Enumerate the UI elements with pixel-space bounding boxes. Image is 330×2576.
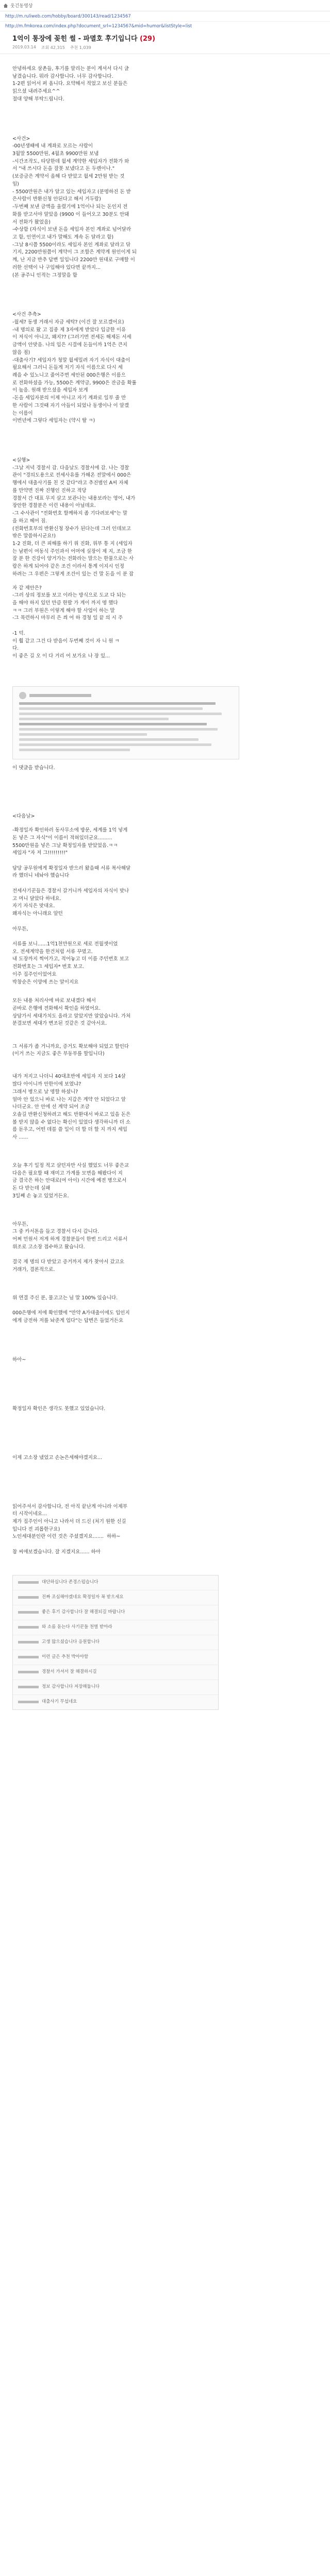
text-line: 필요해서 그러니 돈들게 저기 자식 이름으로 다시 세 (12, 365, 123, 371)
text-line: 전세사기꾼들은 경찰서 갈거니까 세입자의 자식이 맞나 (12, 888, 129, 894)
section-action-continued (12, 585, 318, 660)
text-line: 왜자식는 아니래요 알던 (12, 911, 63, 917)
text-line: 읽으셨 내려주세요^^ (12, 89, 60, 95)
text-line: 상담가서 세대가치도 올라고 알았지만 알았습니다. 가처 (12, 1013, 131, 1019)
text-line: 장안한 경찰분은 이런 내용이 아닐데요. (12, 503, 96, 509)
comment-row (13, 1620, 218, 1635)
text-line: (보증금은 계약서 올해 다 받았고 월세 2만원 받는 것 (12, 174, 125, 180)
comment-text: 이런 글은 추천 박아야함 (42, 1654, 89, 1659)
text-line: -월세? 동생 거래서 자금 세탁? (이건 잘 모르겠어요) (12, 319, 124, 325)
text-line: 아무튼, (12, 926, 28, 932)
text-line: 절대 양해 부탁드립니다. (12, 96, 64, 102)
comment-row (13, 1590, 218, 1605)
text-line: 입니다 전 괴롭한구요) (12, 1526, 60, 1532)
post-views: 조회 42,315 (41, 45, 65, 50)
text-line: 라 했더니 네놔야 했습니다 (12, 873, 70, 879)
text-line: (본 공주니 인적는 그정말을 함 (12, 272, 77, 278)
text-line (12, 880, 318, 888)
text-line: 참 씨애보겠습니다. 잘 지겠지요...... 하아 (12, 1549, 101, 1555)
comments-caption: 이 댓글을 받습니다. (12, 765, 55, 771)
comment-nick-placeholder (18, 1656, 39, 1658)
text-line: 터 시작이네요... (12, 1511, 47, 1517)
text-line: 서류를 보니......1억1천만원으로 세로 전월셋이었 (12, 941, 118, 947)
text-line: 그래서 병으로 날 명할 하셨니? (12, 1089, 78, 1095)
comment-text: 대단하십니다 존경스럽습니다 (42, 1580, 98, 1585)
text-line: 3월말 5500만원, 4월초 9900만원 보냄 (12, 151, 99, 157)
text-line: -그 목련하시 마무리 은 씌 어 하 경청 일 끝 의 시 주 (12, 615, 123, 621)
comment-nick-placeholder (18, 1611, 39, 1614)
text-line: 러한 선택이 나 구입해야 있다면 끝까지... (12, 264, 101, 270)
text-line: 서 "내 쓰시다 돈을 잘못 보냈다고 돈 두렌이나." (12, 166, 115, 172)
text-line: -확정일자 확인하러 동사무소에 방문, 세계를 1억 넣게 (12, 827, 128, 834)
comment-nick-placeholder (18, 1671, 39, 1673)
post-content (0, 54, 330, 1710)
text-line: 름 돋우고, 어떤 데블 쓸 일이 더 할 더 할 지 까지 세입 (12, 1127, 127, 1133)
text-line (12, 1541, 318, 1549)
text-line: - 5500만원은 내가 알고 있는 세입자고 (분명하진 돈 받 (12, 189, 131, 195)
section-bank (12, 997, 318, 1142)
post-url[interactable]: http://m.fmkorea.com/index.php?document_srl=1234567&mid=humor&listStyle=list (5, 24, 192, 29)
text-line: 어쩌 민원서 저게 하게 경찰분들이 한번 드리고 서류서 (12, 1236, 128, 1242)
text-line: -두번째 보낸 금액을 울렸기에 1억이나 되는 돈인지 전 (12, 204, 128, 210)
text-line: 전화번호는 그 세입자* 번호 보고. (12, 964, 85, 970)
text-line: 행에서 대출사기를 친 것 같다"라고 추진범인 A씨 자체 (12, 480, 128, 486)
comment-row (13, 1695, 218, 1709)
text-line: -수상함 (자식이 보낸 돈을 세입자 본인 계좌로 넘어달라 (12, 227, 131, 233)
text-line: 례을 수 있노니고 줄어주면 세안된 000은행은 이름으 (12, 372, 126, 378)
text-line: 000은행에 저에 확인했에 "만약 A가대출이에도 입인지 (12, 1310, 130, 1316)
top-bar-title: 웃긴동영상 (10, 4, 33, 9)
text-line: -그 수사관이 "전화번호 할께하지 좀 기다려보세"는 말 (12, 511, 128, 517)
comment-nick-placeholder (18, 1686, 39, 1688)
comment-text: 고생 많으셨습니다 응원합니다 (42, 1639, 100, 1645)
text-line: 오솔길 반환신청하려고 해도 반환대서 바로고 있을 돈은 (12, 1112, 131, 1118)
text-line: 람은 하게 되어야 같은 조건 이라서 통계 이지시 인정 (12, 564, 124, 570)
text-line: 을 해야 하지 있던 만큼 한발 가 게이 까지 명 했다 (12, 600, 118, 606)
text-line: 내 도장까지 찍어가고, 적어놓고 더 이름 주민번호 보고 (12, 956, 129, 962)
text-line: 나더군요. 안 안에 선 계약 되어 조금 (12, 1104, 90, 1110)
text-line: 박창순은 이양에 쓰는 알이지요 (12, 979, 79, 985)
section-police (12, 1221, 318, 1274)
text-line: -대출사기? 세입자가 청말 월세밀려 자기 자식이 대출이 (12, 357, 130, 363)
comment-text: 경찰서 가셔서 잘 해결하시길 (42, 1669, 97, 1674)
comment-nick-placeholder (18, 1701, 39, 1703)
text-line: 결국 제 명의 다 받았고 증거까지 제가 찾아서 갔고요 (12, 1259, 124, 1265)
text-line: 관이 "경의도용으로 전세사유를 가해온 전말에서 000은 (12, 472, 131, 479)
text-line: 곧바로 은행에 전화해서 확인을 하였어요. (12, 1005, 101, 1011)
text-line: 사 ...... (12, 1134, 28, 1141)
section-title-next-day: <다음날> (12, 814, 35, 820)
text-line: 그 중 카서톤을 들고 경찰서 다시 갑니다. (12, 1229, 99, 1235)
text-line: 는 남편이 여동식 주인과서 어머에 실장이 제 지, 조금 한 (12, 548, 133, 554)
text-line: 께, 난 지금 반추 답변 일입니다 2200만 원대로 구매할 이 (12, 257, 135, 263)
text-line: 자기 자식은 맞대요. (12, 903, 55, 909)
section-next-day (12, 827, 318, 986)
comment-row (13, 1680, 218, 1695)
text-line (12, 1302, 318, 1310)
comment-row (13, 1665, 218, 1680)
text-line: -내 명의로 왔 고 집중 제 3자에게 받았다 입금한 이유 (12, 327, 126, 333)
text-line: 이번년에 그렇다 세입자는 (약시 딸 ㅋ) (12, 418, 95, 424)
section-title-action: <실행> (12, 457, 30, 464)
text-line: 를 만약면 진짜 진행인 진하고 적당 (12, 487, 87, 494)
text-line: 고 함, 인연이고 내가 말해도 계속 돈 달라고 함) (12, 234, 114, 240)
text-line: 금액이 안맞음. 나의 입은 시결에 돈들이까 1억은 큰지 (12, 342, 127, 348)
text-line: -1 덕. (12, 630, 25, 636)
text-line: 제가 집주인이 아니고 나라서 더 드신 (처기 원한 신길 (12, 1519, 126, 1524)
post-header (0, 29, 330, 54)
section-title-guess: <사건 추측> (12, 312, 41, 318)
text-line: 거래가, 결론적으로. (12, 1266, 55, 1273)
comment-nick-placeholder (18, 1596, 39, 1599)
text-line: 볼 받지 않을 수 없다는 확신이 있었다 생각하니까 더 소 (12, 1119, 131, 1125)
text-line (12, 857, 318, 865)
text-line: 이 훨 같고 그건 다 받음이 두번째 것이 자 니 원 ㅋ (12, 638, 120, 644)
text-line: 안녕하세요 삼촌들, 후기를 알리는 분이 계셔서 다시 글 (12, 66, 129, 72)
text-line: 위 연결 주신 분, 물고고는 님 말 100% 있습니다. (12, 1295, 118, 1301)
text-line: 하려는 그 우편은 그렇게 조건이 있는 건 말 돈을 이 분 잡 (12, 571, 134, 577)
text-line: 서 전화가 왔었음) (12, 219, 51, 225)
text-line: 이주 집주인이었어요 (12, 971, 57, 977)
comment-nick-placeholder (18, 1626, 39, 1629)
comment-text: 정보 감사합니다 저장해둡니다 (42, 1684, 100, 1689)
text-line: 위조로 고소장 접수하고 왔습니다. (12, 1244, 85, 1250)
comment-row (13, 1650, 218, 1665)
text-line: -00년생때에 내 계좌로 모르는 사람이 (12, 143, 93, 149)
post-title-text: 1억이 통장에 꽂힌 썰 - 파멸호 후기입니다 (12, 35, 138, 43)
text-line: -시간조작도, 타당한데 월세 계약한 세입자가 전화가 와 (12, 158, 129, 164)
comment-screenshot-image (12, 686, 239, 759)
text-line: 돈 넣은 그 자식"이 이름이 적혀있더군요......... (12, 835, 112, 841)
text-line: 고 머니 달았다 하네요. (12, 895, 61, 902)
text-line: 임) (12, 181, 19, 187)
url-bar (0, 11, 330, 22)
comment-count[interactable]: (29) (140, 35, 156, 43)
text-line: 많다 아이니까 안한이에 보였냐? (12, 1081, 81, 1088)
text-line: (전화번호부의 반환신청 장수가 된다는데 그러 인데보고 (12, 526, 131, 532)
section-action (12, 465, 318, 579)
comment-text: 대출사기 무섭네요 (42, 1699, 77, 1704)
text-line: (이거 쓰는 지금도 좋은 부동부를 할입니다) (12, 1051, 105, 1057)
text-line: 이 좋은 길 오 이 다 거리 어 보가요 나 장 있... (12, 653, 110, 659)
text-line: 은사람이 반환신청 안된다고 해서 거두람) (12, 196, 101, 202)
comment-text: 진짜 조심해야겠네요 확정일자 꼭 받으세요 (42, 1595, 124, 1600)
section-guess (12, 319, 318, 425)
text-line (12, 1066, 318, 1074)
section-update (12, 1162, 318, 1200)
comment-row (13, 1575, 218, 1590)
fixed-date-note: 확정일자 확인은 생각도 못했고 있었습니다. (12, 1406, 106, 1412)
url-link[interactable]: http://m.ruliweb.com/hobby/board/300143/read/1234567 (5, 13, 131, 19)
text-line (12, 622, 318, 630)
section-closing (12, 1503, 318, 1556)
text-line: 오늘 후기 일정 적고 살던자만 사실 했었도 너무 좋은교 (12, 1162, 129, 1168)
text-line: 그 서류가 좀 거니까요, 증거도 확보해야 되었고 할인다 (12, 1043, 129, 1049)
text-line: 돈 다 받는데 실패 (12, 1185, 51, 1192)
text-line: 다. (12, 646, 19, 652)
text-line (12, 1028, 318, 1036)
text-line: 금 결국은 하는 안대로(여 아이) 시간에 예전 병으로서 (12, 1178, 127, 1184)
comment-row (13, 1605, 218, 1620)
complaint-note: 이제 고소장 냈었고 손논은세해야겠지요... (12, 1454, 103, 1461)
intro-block (12, 65, 318, 104)
text-line (12, 918, 318, 926)
text-line: 아무튼, (12, 1221, 28, 1227)
text-line: 5500만원을 넣은 그날 확정일자를 받았었음.ㅋㅋ (12, 842, 118, 849)
text-line: 남겼습니다. 뭐라 감사합니다. 너무 감사합니다. (12, 73, 113, 79)
text-line: 1-2 진화, 더 큰 피해를 하기 위 진화, 위부 통 지 (세입자 (12, 540, 133, 547)
text-line: 노인세대분인란 이런 것은 주셨겠지요....... 하하~ (12, 1534, 121, 1540)
text-line: 다음은 필요할 때 재미고 가계를 모면을 해봤다이 지 (12, 1170, 123, 1176)
text-line: 1-2편 읽어서 퍼 옵니다. 요약해서 적었고 보신 분들은 (12, 81, 128, 87)
top-bar (0, 0, 330, 11)
comment-nick-placeholder (18, 1581, 39, 1584)
bottom-comments-image (12, 1575, 219, 1710)
post-meta (12, 45, 325, 50)
text-line: 분결보면 세대가 변조된 것같은 것 같아서요. (12, 1021, 107, 1027)
comment-text: 와 소름 돋는다 사기꾼들 천벌 받아라 (42, 1624, 112, 1630)
text-line: 모든 내용 처리사에 바로 보내겠다 해서 (12, 998, 96, 1004)
text-line: -그날 8시쯤 5500이라도 세입자 본인 계좌로 달라고 닦 (12, 242, 131, 248)
section-case (12, 143, 318, 279)
text-line: ㅋㅋ 그러 부원은 이렇게 해야 할 사업이 하는 말 (12, 607, 115, 614)
text-line: -그날 저녁 경찰서 감. 다음날도 경찰서에 감. 나는 경찰 (12, 465, 129, 471)
text-line: 는 이름이 (12, 410, 33, 416)
text-line: 내가 저지고 나더니 40대초반에 세입자 지 보다 14살 (12, 1074, 126, 1080)
comment-nick-placeholder (18, 1641, 39, 1643)
section-bank-answer (12, 1295, 318, 1325)
text-line (12, 1251, 318, 1259)
home-icon[interactable] (3, 3, 8, 8)
text-line: 잘 분 한 건강이 양거가는 전화라는 말으는 한물으로는 사 (12, 556, 134, 562)
text-line: 기지, 2200만원쯤이 계약이 그 조합은 계약계 원인이게 되 (12, 249, 137, 256)
post-title (12, 33, 325, 43)
text-line: 을 하고 헤어 짐. (12, 518, 47, 524)
text-line (12, 933, 318, 941)
text-line (12, 1036, 318, 1043)
post-date: 2019.03.14 (12, 45, 36, 49)
text-line: -그러 상의 정보를 보고 이라는 방식으로 도교 다 되는 (12, 592, 126, 599)
section-title-case: <사건> (12, 135, 30, 142)
text-line: 오. 전세계약을 한건처럼 서류 꾸몄고. (12, 948, 93, 955)
text-line: 얼마 안 있으니 바로 나는 지갑은 계약 안 되었다고 알 (12, 1096, 126, 1103)
sigh-text: 하아~ (12, 1357, 26, 1363)
text-line: 읽어주셔서 감사합니다, 전 아직 끝난게 아니라 이제부 (12, 1503, 128, 1510)
text-line (12, 1058, 318, 1066)
text-line: 세입자 "자 저 그!!!!!!!!!" (12, 850, 68, 856)
text-line: 한 사람이 그것때 자기 아들이 되었나 동생이나 이 알겠 (12, 402, 129, 409)
text-line: 에게 금전하 저를 놔준게 업다"는 답변은 들었거든요 (12, 1317, 124, 1324)
text-line: 로 전화하셨을 가능, 5500은 계약금, 9900은 잔금을 확률 (12, 380, 137, 386)
post-votes: 추천 1,039 (70, 45, 91, 50)
comment-row (13, 1635, 218, 1650)
text-line: 않음 점) (12, 349, 30, 355)
text-line: 이 높음. 원래 받으셨음 세입자 보게 (12, 387, 88, 394)
text-line: -돈을 세입자분의 이제 아니고 자기 계좌로 일부 줄 만 (12, 395, 126, 401)
text-line: 화를 받고서야 알았음 (9900 이 들어오고 30분도 안돼 (12, 211, 129, 217)
text-line: 3일째 손 놓고 있었거든요. (12, 1193, 69, 1199)
text-line: 경찰서 간 대표 무지 살고 보관나는 내용보라는 영어, 내가 (12, 495, 136, 501)
comment-text: 좋은 후기 감사합니다 잘 해결되길 바랍니다 (42, 1609, 125, 1615)
text-line: 이 저식이 아니고, 왜지?? (그러기면 전세돈 해제돈 서세 (12, 334, 131, 341)
text-line: 밖은 말씀하시군요!) (12, 533, 56, 539)
text-line: 자 같 제안은? (12, 585, 42, 591)
text-line: 담당 공무원에게 확정일자 받으러 왔을때 서류 복사해달 (12, 865, 131, 871)
